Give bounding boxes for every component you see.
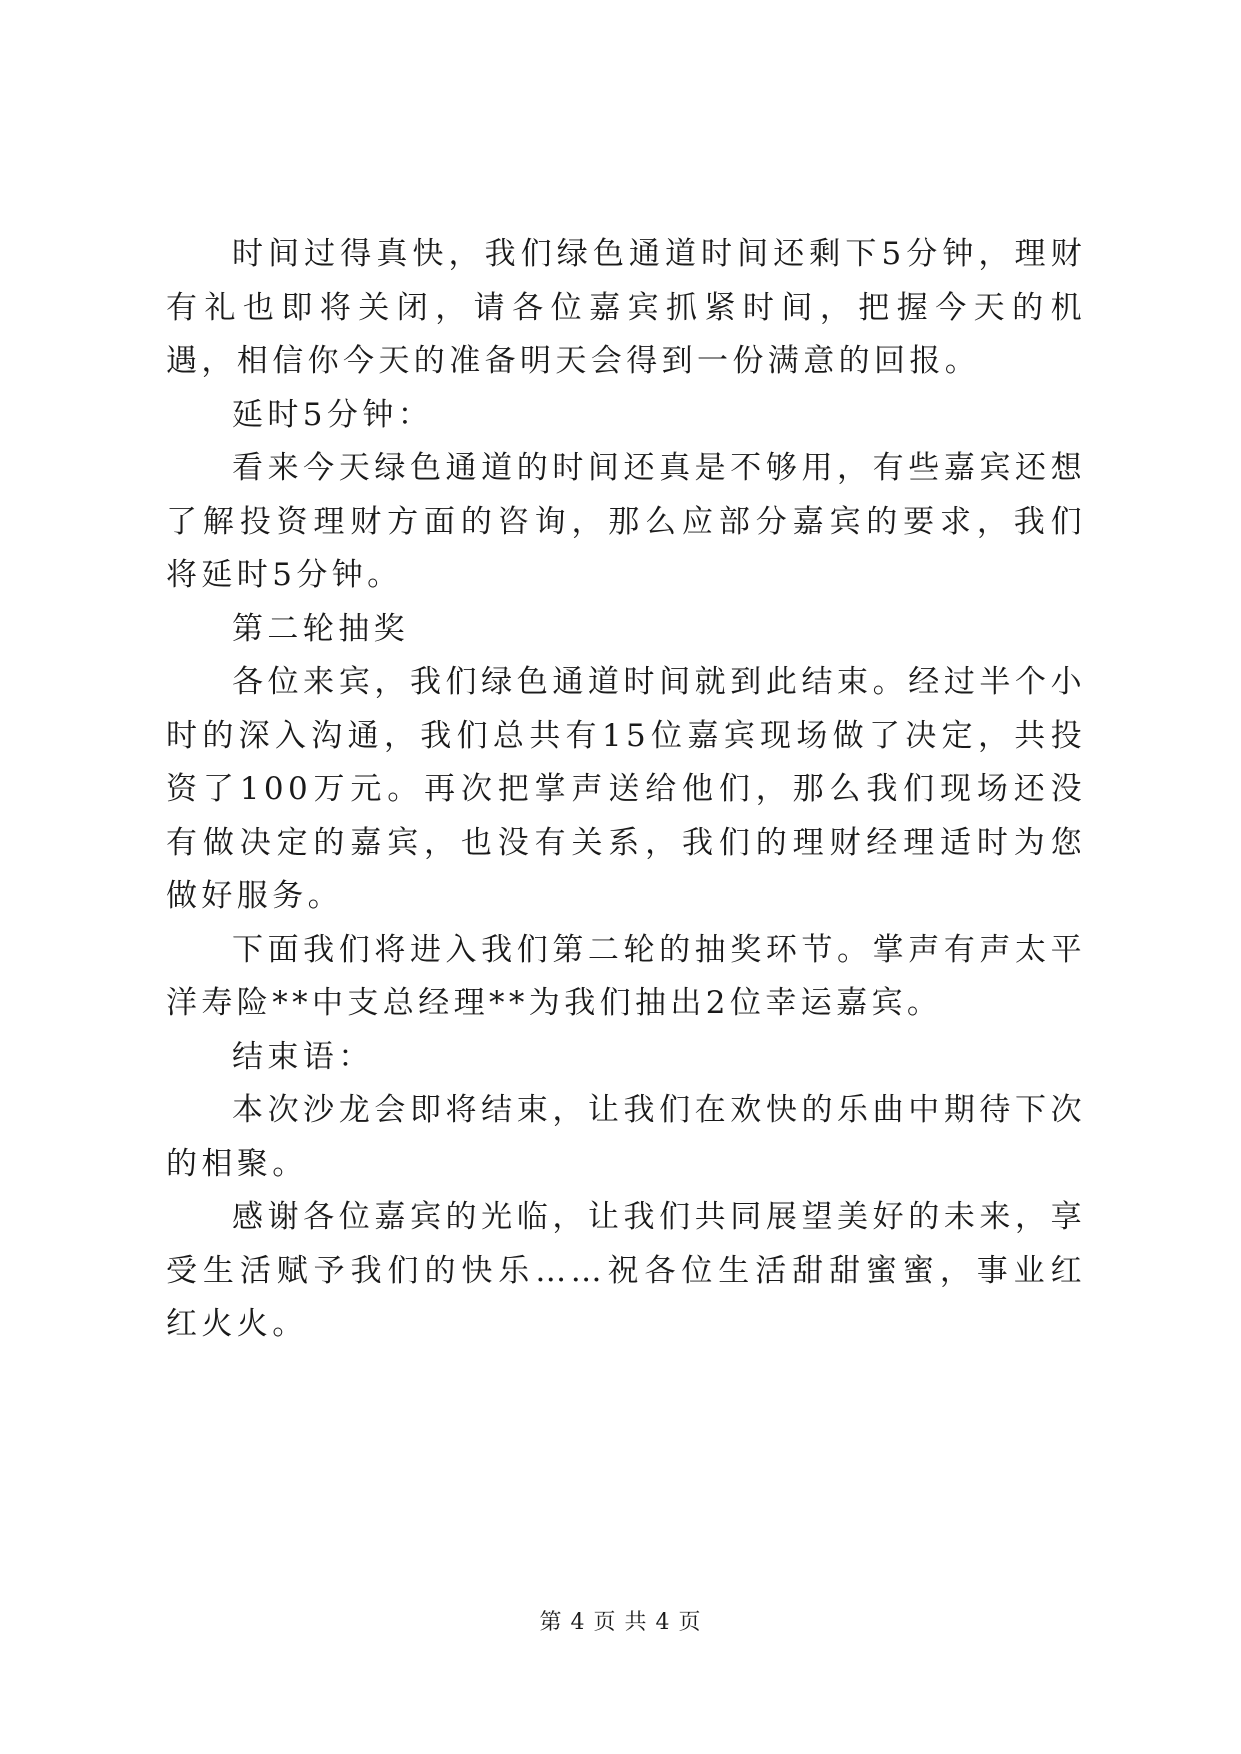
paragraph-extension-heading: 延时5分钟： bbox=[232, 396, 434, 433]
paragraph-thanks: 感谢各位嘉宾的光临，让我们共同展望美好的未来，享受生活赋予我们的快乐……祝各位生活甜甜蜜蜜，事业红红火火。 bbox=[166, 1199, 1086, 1342]
paragraph-second-draw-heading: 第二轮抽奖 bbox=[232, 610, 409, 647]
page-number: 第 4 页 共 4 页 bbox=[539, 1610, 702, 1635]
document-body bbox=[166, 228, 1086, 1352]
paragraph-time-reminder: 时间过得真快，我们绿色通道时间还剩下5分钟，理财有礼也即将关闭，请各位嘉宾抓紧时间，把握今天的机遇，相信你今天的准备明天会得到一份满意的回报。 bbox=[166, 236, 1086, 379]
paragraph-draw-announcement: 下面我们将进入我们第二轮的抽奖环节。掌声有声太平洋寿险**中支总经理**为我们抽出2位幸运嘉宾。 bbox=[166, 931, 1086, 1021]
paragraph-extension-body: 看来今天绿色通道的时间还真是不够用，有些嘉宾还想了解投资理财方面的咨询，那么应部分嘉宾的要求，我们将延时5分钟。 bbox=[166, 450, 1086, 593]
page-footer bbox=[0, 1608, 1241, 1638]
paragraph-closing-body: 本次沙龙会即将结束，让我们在欢快的乐曲中期待下次的相聚。 bbox=[166, 1092, 1086, 1182]
paragraph-results-summary: 各位来宾，我们绿色通道时间就到此结束。经过半个小时的深入沟通，我们总共有15位嘉宾现场做了决定，共投资了100万元。再次把掌声送给他们，那么我们现场还没有做决定的嘉宾，也没有关系，我们的理财经理适时为您做好服务。 bbox=[166, 664, 1086, 914]
paragraph-closing-heading: 结束语： bbox=[232, 1038, 374, 1075]
